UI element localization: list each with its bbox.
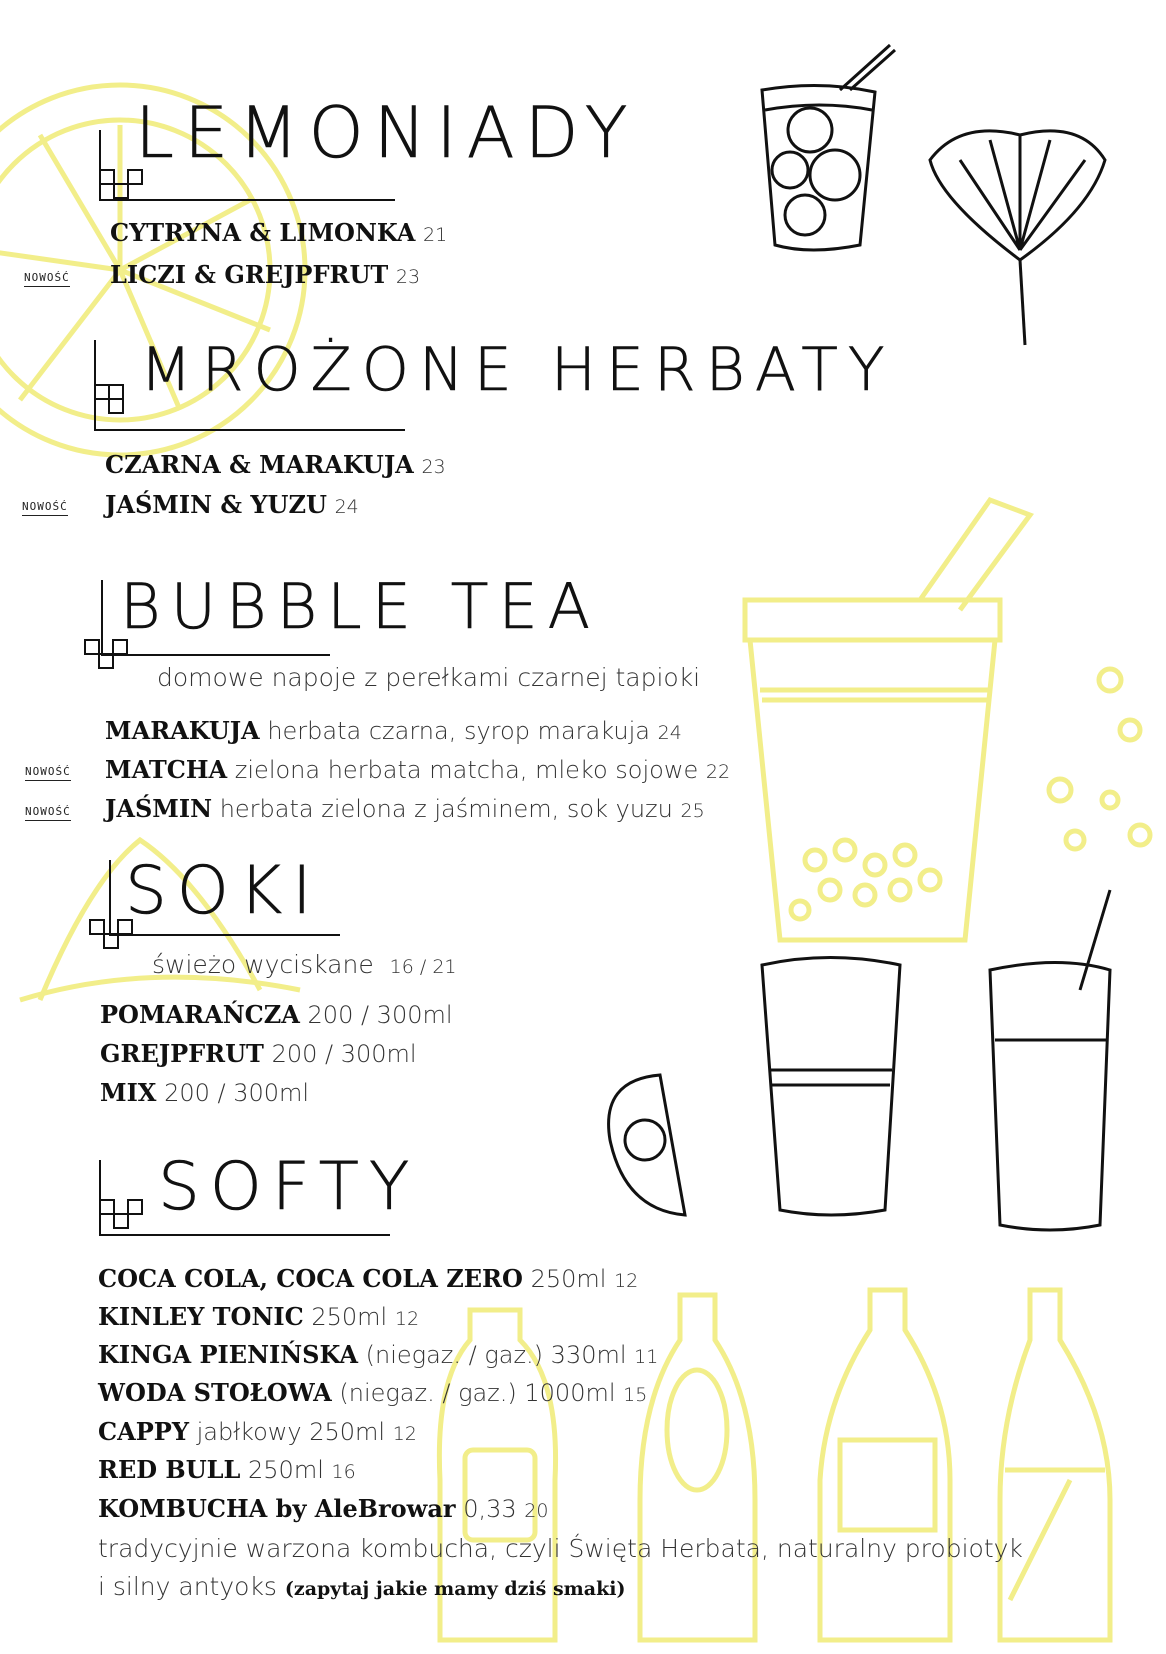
item-price: 20 [524, 1500, 549, 1522]
item-description: herbata zielona z jaśminem, sok yuzu [219, 795, 673, 823]
ginkgo-leaf-illustration [930, 131, 1105, 345]
menu-item [98, 1378, 647, 1410]
item-name: MARAKUJA [105, 716, 260, 745]
new-badge: NOWOŚĆ [24, 271, 70, 287]
item-name: CZARNA & MARAKUJA [105, 450, 414, 479]
menu-item [98, 1302, 419, 1334]
item-price: 12 [394, 1308, 420, 1330]
item-price: 21 [423, 224, 448, 246]
menu-item [110, 260, 420, 292]
item-price: 16 [331, 1461, 356, 1483]
section-title-soki: SOKI [125, 852, 322, 929]
item-name: CYTRYNA & LIMONKA [110, 218, 416, 247]
item-description: zielona herbata matcha, mleko sojowe [234, 756, 699, 784]
note-bold: (zapytaj jakie mamy dziś smaki) [284, 1578, 626, 1600]
new-badge: NOWOŚĆ [22, 500, 68, 516]
menu-item [98, 1455, 356, 1487]
note-line-2-text: i silny antyoks [98, 1572, 277, 1601]
item-name: GREJPFRUT [100, 1039, 264, 1068]
menu-item [110, 218, 447, 250]
item-name: LICZI & GREJPFRUT [110, 260, 389, 289]
item-price: 24 [334, 496, 359, 518]
item-quantity: 0,33 [463, 1495, 517, 1523]
note-line-2 [98, 1568, 1023, 1608]
menu-item [105, 755, 730, 787]
subtitle-price: 16 / 21 [389, 956, 457, 978]
menu-item [100, 1078, 309, 1108]
item-quantity: 250ml [530, 1265, 607, 1293]
item-name: KOMBUCHA by AleBrowar [98, 1494, 456, 1523]
item-name: WODA STOŁOWA [98, 1378, 332, 1407]
menu-item [98, 1340, 658, 1372]
item-name: POMARAŃCZA [100, 1000, 300, 1029]
item-quantity: 250ml [248, 1456, 324, 1484]
section-title-bubble-tea: BUBBLE TEA [120, 570, 601, 643]
lemonade-glass-illustration [762, 45, 895, 250]
item-price: 25 [680, 800, 705, 822]
menu-item [100, 1000, 453, 1030]
new-badge: NOWOŚĆ [25, 805, 71, 821]
juice-glasses-illustration [609, 890, 1110, 1230]
item-name: KINLEY TONIC [98, 1302, 304, 1331]
item-name: CAPPY [98, 1417, 189, 1446]
menu-item [105, 794, 705, 826]
item-price: 22 [705, 761, 731, 783]
item-name: MATCHA [105, 755, 228, 784]
section-title-softy: SOFTY [158, 1148, 420, 1225]
item-quantity: 200 / 300ml [307, 1001, 453, 1029]
subtitle-text: świeżo wyciskane [152, 950, 374, 979]
item-quantity: 200 / 300ml [271, 1040, 417, 1068]
item-quantity: jabłkowy 250ml [196, 1418, 386, 1446]
menu-item [98, 1264, 638, 1296]
section-subtitle [152, 950, 457, 979]
item-price: 11 [634, 1346, 659, 1368]
item-price: 12 [392, 1423, 417, 1445]
section-title-herbaty: MROŻONE HERBATY [140, 335, 895, 405]
new-badge: NOWOŚĆ [25, 765, 71, 781]
item-price: 15 [623, 1384, 648, 1406]
item-description: herbata czarna, syrop marakuja [267, 717, 650, 745]
item-quantity: 250ml [311, 1303, 388, 1331]
kombucha-note [98, 1530, 1023, 1608]
item-name: JAŚMIN [105, 794, 213, 823]
item-name: COCA COLA, COCA COLA ZERO [98, 1264, 523, 1293]
menu-item [98, 1494, 548, 1526]
menu-item [98, 1417, 417, 1449]
menu-item [100, 1039, 417, 1069]
item-name: JAŚMIN & YUZU [105, 490, 327, 519]
item-name: MIX [100, 1078, 157, 1107]
item-price: 24 [657, 722, 682, 744]
menu-item [105, 716, 682, 748]
item-name: KINGA PIENIŃSKA [98, 1340, 359, 1369]
bubble-tea-cup-illustration [745, 500, 1150, 940]
item-price: 23 [421, 456, 446, 478]
item-quantity: (niegaz. / gaz.) 330ml [365, 1341, 627, 1369]
item-price: 12 [614, 1270, 639, 1292]
item-quantity: (niegaz. / gaz.) 1000ml [339, 1379, 616, 1407]
menu-item [105, 450, 446, 482]
note-line-1: tradycyjnie warzona kombucha, czyli Święta Herbata, naturalny probiotyk [98, 1534, 1023, 1563]
menu-item [105, 490, 359, 522]
item-name: RED BULL [98, 1455, 241, 1484]
section-subtitle: domowe napoje z perełkami czarnej tapioki [157, 663, 701, 692]
section-title-lemoniady: LEMONIADY [135, 92, 638, 174]
item-quantity: 200 / 300ml [164, 1079, 310, 1107]
item-price: 23 [395, 266, 421, 288]
